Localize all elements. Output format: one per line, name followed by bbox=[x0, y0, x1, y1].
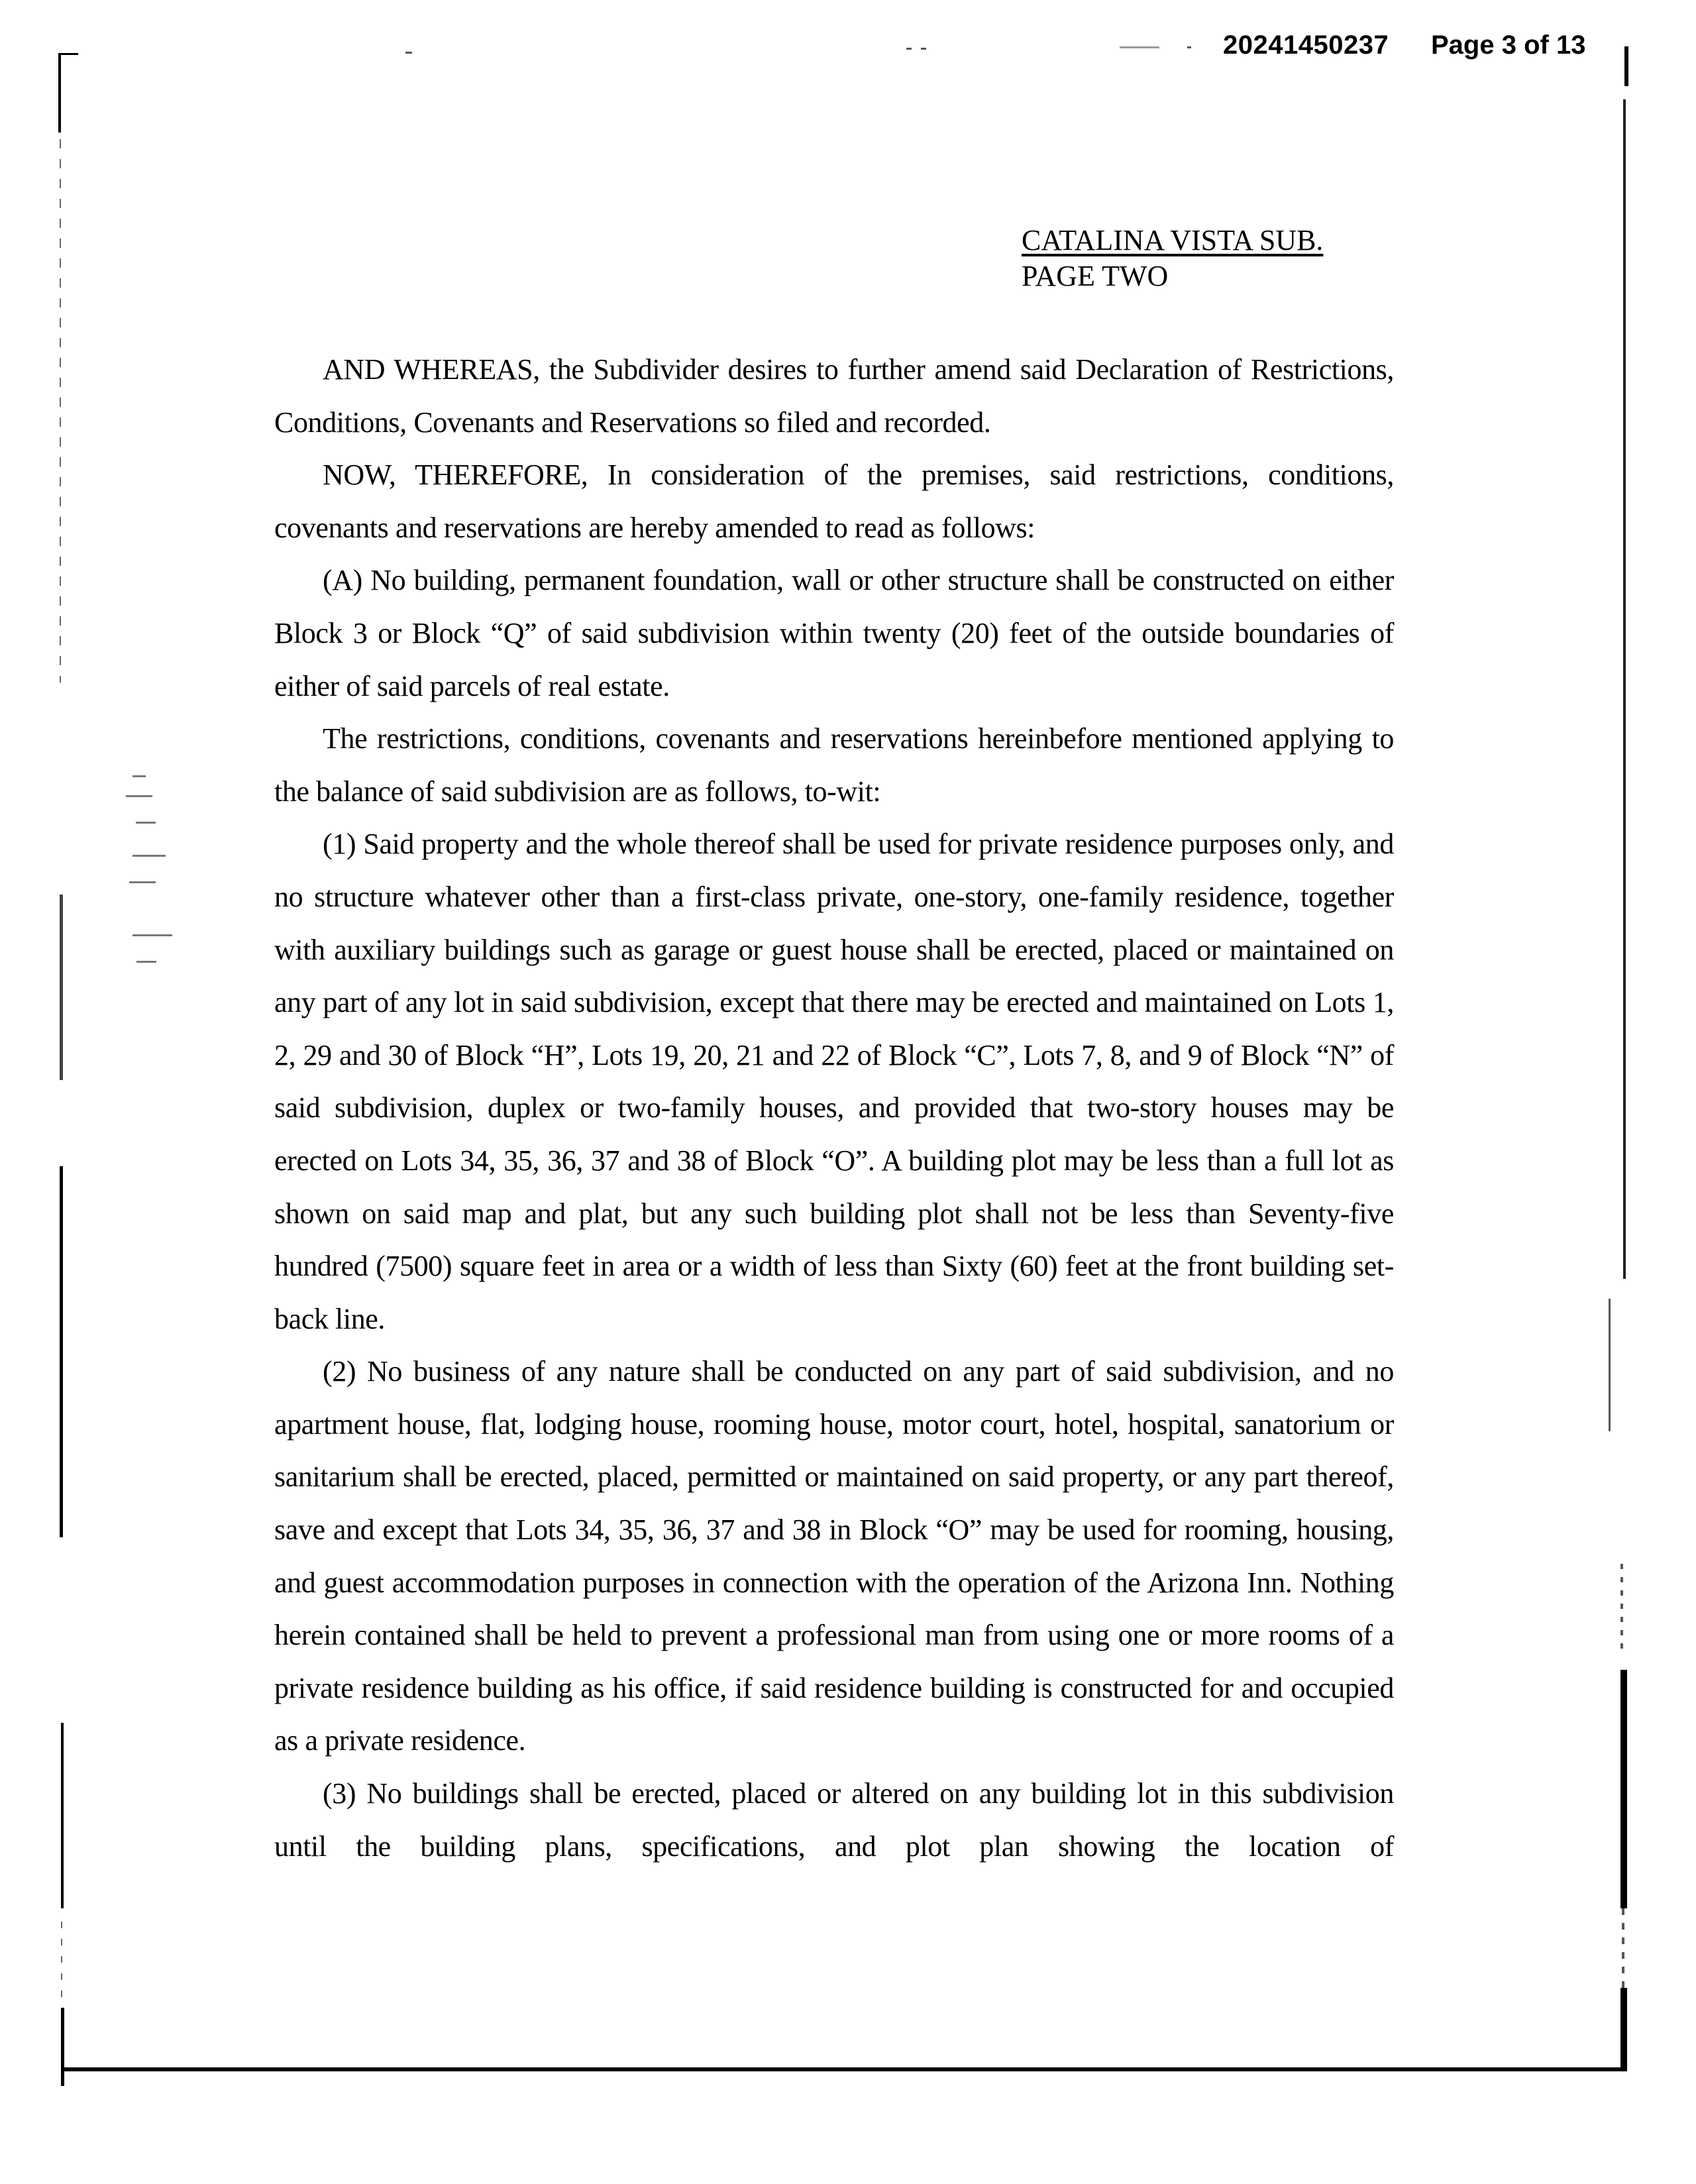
scan-speck bbox=[132, 934, 172, 936]
right-border-upper bbox=[1623, 99, 1626, 1279]
left-border-dotted-2 bbox=[61, 1922, 62, 2001]
right-border-dotted-2 bbox=[1622, 1908, 1624, 1988]
subdivision-title: CATALINA VISTA SUB. bbox=[1022, 224, 1324, 256]
scan-artifact bbox=[1187, 46, 1191, 48]
scan-speck bbox=[132, 855, 166, 857]
scan-speck bbox=[126, 795, 152, 797]
paragraph-now-therefore: NOW, THEREFORE, In consideration of the premises, said restrictions, conditions, covenants and reservations are hereby amended to read as follows: bbox=[274, 459, 1394, 544]
paragraph-2: (2) No business of any nature shall be conducted on any part of said subdivision, and no apartment house, flat, lodging house, rooming house, motor court, hotel, hospital, sanatorium or sanitarium shall be erected, placed, permitted or maintained on said property, or any part thereof, save and except that Lots 34, 35, 36, 37 and 38 in Block “O” may be used for rooming, housing, and guest accommodation purposes in connection with the operation of the Arizona Inn. Nothing herein contained shall be held to prevent a professional man from using one or more rooms of a private residence building as his office, if said residence building is constructed for and occupied as a private residence. bbox=[274, 1355, 1394, 1757]
right-border-dotted bbox=[1620, 1564, 1623, 1657]
paragraph-whereas: AND WHEREAS, the Subdivider desires to further amend said Declaration of Restrictions, Conditions, Covenants and Reservations so filed and recorded. bbox=[274, 353, 1394, 439]
left-border-top-tick bbox=[58, 53, 78, 55]
right-border-bottom bbox=[1620, 1988, 1627, 2070]
scan-speck bbox=[129, 881, 156, 883]
right-border-lower bbox=[1620, 1670, 1627, 1908]
scan-artifact bbox=[921, 48, 926, 50]
scan-artifact bbox=[405, 52, 412, 54]
left-border-low2 bbox=[61, 1723, 64, 1908]
right-border-top bbox=[1624, 46, 1628, 86]
scan-speck bbox=[132, 775, 146, 777]
scan-speck bbox=[136, 822, 156, 824]
bottom-border bbox=[61, 2067, 1627, 2071]
page-label: PAGE TWO bbox=[1022, 260, 1169, 292]
left-border-lower bbox=[60, 1166, 63, 1537]
left-border-mid bbox=[60, 895, 63, 1080]
scan-speck bbox=[136, 961, 156, 963]
scan-artifact bbox=[906, 48, 912, 50]
document-caption bbox=[1022, 223, 1323, 294]
document-number: 20241450237 bbox=[1223, 30, 1389, 60]
page-indicator: Page 3 of 13 bbox=[1431, 30, 1586, 60]
paragraph-restrictions-intro: The restrictions, conditions, covenants and reservations hereinbefore mentioned applying to the balance of said subdivision are as follows, to-wit: bbox=[274, 722, 1394, 808]
right-border-mid bbox=[1609, 1299, 1611, 1431]
paragraph-3: (3) No buildings shall be erected, placed or altered on any building lot in this subdivision until the building plans, specifications, and plot plan showing the location of bbox=[274, 1777, 1394, 1863]
left-border-dotted bbox=[60, 139, 61, 682]
scan-artifact bbox=[1120, 46, 1159, 48]
document-body bbox=[274, 343, 1394, 1873]
left-border-top bbox=[58, 53, 61, 133]
paragraph-a: (A) No building, permanent foundation, wall or other structure shall be constructed on either Block 3 or Block “Q” of said subdivision within twenty (20) feet of the outside boundaries of either of said parcels of real estate. bbox=[274, 564, 1394, 702]
paragraph-1: (1) Said property and the whole thereof shall be used for private residence purposes only, and no structure whatever other than a first-class private, one-story, one-family residence, together with auxiliary buildings such as garage or guest house shall be erected, placed or maintained on any part of any lot in said subdivision, except that there may be erected and maintained on Lots 1, 2, 29 and 30 of Block “H”, Lots 19, 20, 21 and 22 of Block “C”, Lots 7, 8, and 9 of Block “N” of said subdivision, duplex or two-family houses, and provided that two-story houses may be erected on Lots 34, 35, 36, 37 and 38 of Block “O”. A building plot may be less than a full lot as shown on said map and plat, but any such building plot shall not be less than Seventy-five hundred (7500) square feet in area or a width of less than Sixty (60) feet at the front building set-back line. bbox=[274, 828, 1394, 1335]
left-border-bottom bbox=[61, 2008, 64, 2086]
